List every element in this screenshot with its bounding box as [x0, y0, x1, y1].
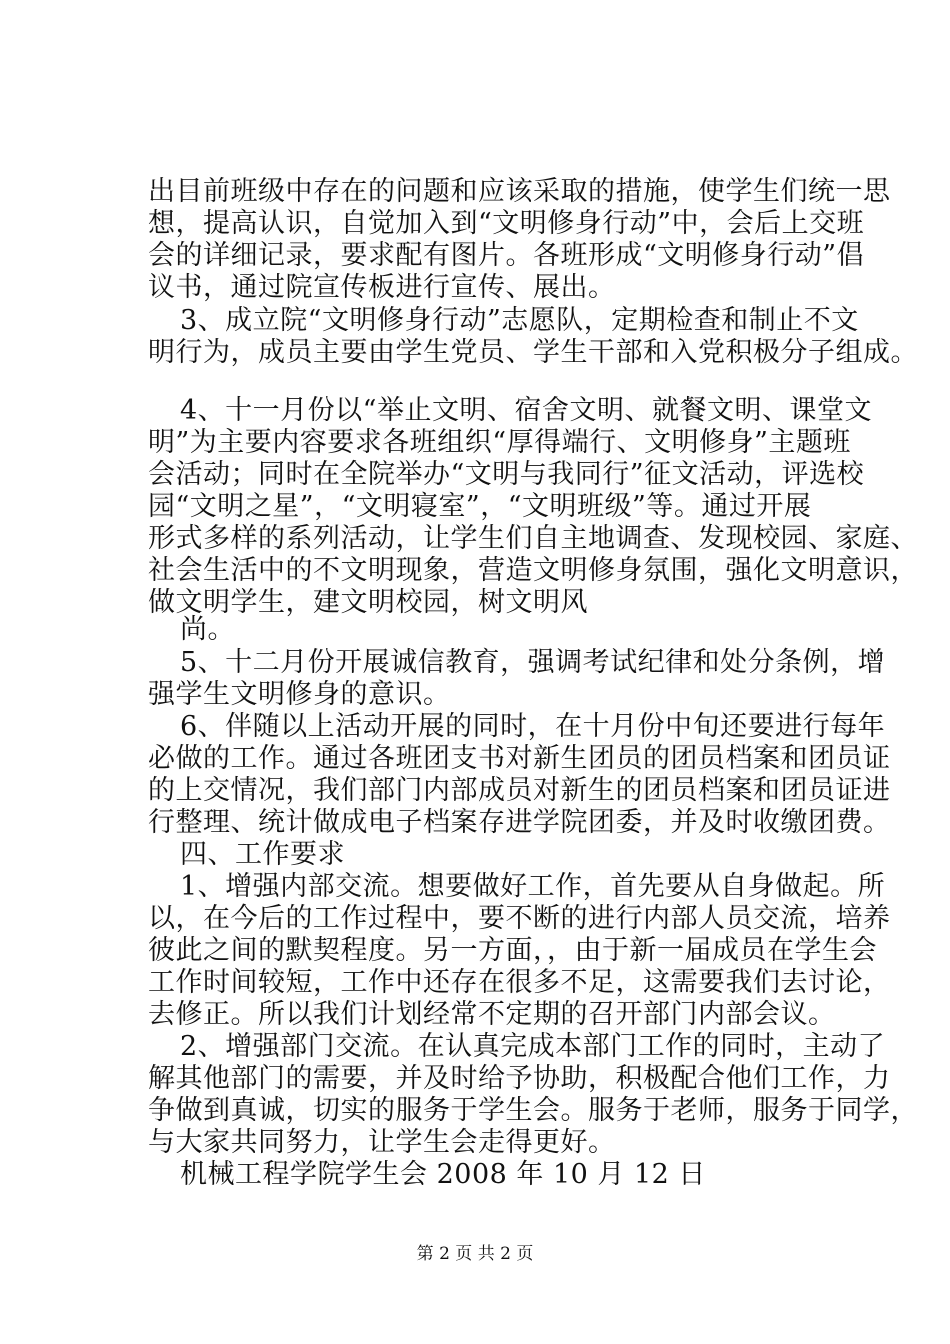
text-line: 6、伴随以上活动开展的同时，在十月份中旬还要进行每年 — [180, 711, 886, 742]
text-line: 的上交情况，我们部门内部成员对新生的团员档案和团员证进 — [148, 775, 891, 806]
text-line: 议书，通过院宣传板进行宣传、展出。 — [148, 272, 616, 303]
text-line: 形式多样的系列活动，让学生们自主地调查、发现校园、家庭、 — [148, 523, 918, 554]
text-line: 解其他部门的需要，并及时给予协助，积极配合他们工作，力 — [148, 1063, 891, 1094]
text-line: 去修正。所以我们计划经常不定期的召开部门内部会议。 — [148, 999, 836, 1030]
section-heading: 四、工作要求 — [180, 839, 345, 870]
text-line: 明”为主要内容要求各班组织“厚得端行、文明修身”主题班 — [148, 427, 851, 458]
text-line: 4、十一月份以“举止文明、宿舍文明、就餐文明、课堂文 — [180, 395, 872, 426]
text-line: 5、十二月份开展诚信教育，强调考试纪律和处分条例，增 — [180, 647, 886, 678]
text-line: 想，提高认识，自觉加入到“文明修身行动”中，会后上交班 — [148, 208, 865, 239]
page-number-footer: 第 2 页 共 2 页 — [416, 1244, 534, 1264]
signature-line: 机械工程学院学生会 2008 年 10 月 12 日 — [180, 1159, 706, 1190]
text-line: 1、增强内部交流。想要做好工作，首先要从自身做起。所 — [180, 871, 886, 902]
text-line: 以，在今后的工作过程中，要不断的进行内部人员交流，培养 — [148, 903, 891, 934]
text-line: 工作时间较短，工作中还存在很多不足，这需要我们去讨论， — [148, 967, 891, 998]
text-line: 3、成立院“文明修身行动”志愿队，定期检查和制止不文 — [180, 305, 859, 336]
text-line: 强学生文明修身的意识。 — [148, 679, 451, 710]
text-line: 争做到真诚，切实的服务于学生会。服务于老师，服务于同学， — [148, 1095, 918, 1126]
text-line: 社会生活中的不文明现象，营造文明修身氛围，强化文明意识， — [148, 555, 918, 586]
text-line: 园“文明之星”，“文明寝室”，“文明班级”等。通过开展 — [148, 491, 812, 522]
text-line: 2、增强部门交流。在认真完成本部门工作的同时，主动了 — [180, 1031, 886, 1062]
text-line: 明行为，成员主要由学生党员、学生干部和入党积极分子组成。 — [148, 337, 918, 368]
text-line: 必做的工作。通过各班团支书对新生团员的团员档案和团员证 — [148, 743, 891, 774]
text-line: 做文明学生，建文明校园，树文明风 — [148, 587, 588, 618]
text-line: 彼此之间的默契程度。另一方面，，由于新一届成员在学生会 — [148, 935, 877, 966]
text-line: 会活动；同时在全院举办“文明与我同行”征文活动，评选校 — [148, 459, 865, 490]
text-line: 与大家共同努力，让学生会走得更好。 — [148, 1127, 616, 1158]
text-line: 行整理、统计做成电子档案存进学院团委，并及时收缴团费。 — [148, 807, 891, 838]
text-line: 会的详细记录，要求配有图片。各班形成“文明修身行动”倡 — [148, 240, 865, 271]
text-line: 出目前班级中存在的问题和应该采取的措施，使学生们统一思 — [148, 176, 891, 207]
text-line: 尚。 — [180, 614, 235, 645]
